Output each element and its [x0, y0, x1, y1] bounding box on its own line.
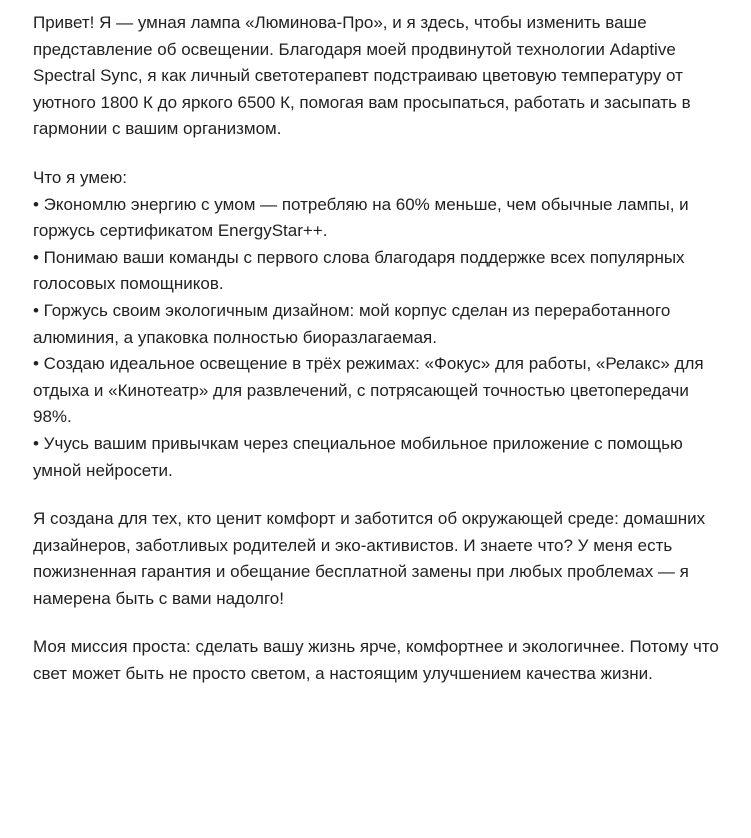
feature-item: • Экономлю энергию с умом — потребляю на 60% меньше, чем обычные лампы, и горжусь сертификатом EnergyStar++. [33, 194, 689, 241]
intro-paragraph: Привет! Я — умная лампа «Люминова-Про», и я здесь, чтобы изменить ваше представление об освещении. Благодаря моей продвинутой технологии Adaptive Spectral Sync, я как личный светотерапевт подстраиваю цветовую температуру от уютного 1800 К до яркого 6500 К, помогая вам просыпаться, работать и засыпать в гармонии с вашим организмом. [33, 13, 691, 139]
feature-item: • Создаю идеальное освещение в трёх режимах: «Фокус» для работы, «Релакс» для отдыха и «Кинотеатр» для развлечений, с потрясающей точностью цветопередачи 98%. [33, 354, 704, 427]
feature-item: • Горжусь своим экологичным дизайном: мой корпус сделан из переработанного алюминия, а упаковка полностью биоразлагаемая. [33, 300, 671, 347]
audience-paragraph: Я создана для тех, кто ценит комфорт и заботится об окружающей среде: домашних дизайнеров, заботливых родителей и эко-активистов. И знаете что? У меня есть пожизненная гарантия и обещание бесплатной замены при любых проблемах — я намерена быть с вами надолго! [33, 509, 706, 608]
feature-item: • Учусь вашим привычкам через специальное мобильное приложение с помощью умной нейросети. [33, 433, 683, 480]
mission-paragraph: Моя миссия проста: сделать вашу жизнь ярче, комфортнее и экологичнее. Потому что свет может быть не просто светом, а настоящим улучшением качества жизни. [33, 637, 719, 684]
features-heading: Что я умею: [33, 167, 127, 187]
feature-item: • Понимаю ваши команды с первого слова благодаря поддержке всех популярных голосовых помощников. [33, 247, 685, 294]
features-paragraph [33, 165, 731, 484]
